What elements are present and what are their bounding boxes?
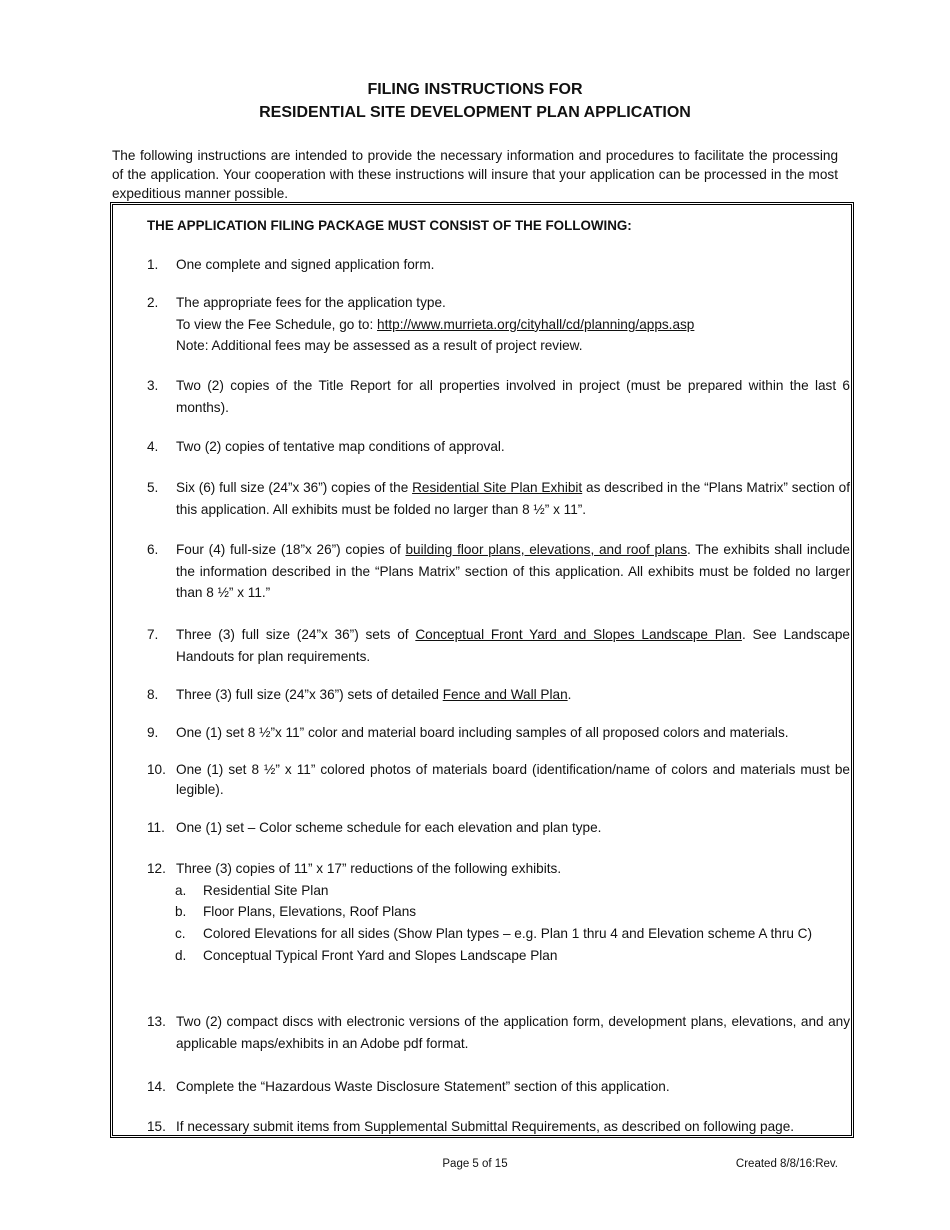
page-title bbox=[0, 78, 950, 124]
item-number: 10. bbox=[147, 762, 166, 777]
intro-paragraph: The following instructions are intended to provide the necessary information and procedures to facilitate the processing of the application. Your cooperation with these instructions will insure that your application can be processed in the most expeditious manner possible. bbox=[112, 148, 838, 201]
created-date: Created 8/8/16:Rev. bbox=[735, 1158, 838, 1170]
list-item bbox=[147, 1011, 850, 1054]
item-text: Six (6) full size (24”x 36”) copies of the bbox=[176, 480, 413, 495]
fee-schedule-link[interactable]: http://www.murrieta.org/cityhall/cd/planning/apps.asp bbox=[377, 316, 695, 332]
box-heading: THE APPLICATION FILING PACKAGE MUST CONSIST OF THE FOLLOWING: bbox=[147, 218, 632, 233]
item-text: . See Landscape Handouts for plan requirements. bbox=[176, 627, 850, 664]
item-number: 3. bbox=[147, 378, 159, 393]
sub-item-text: Residential Site Plan bbox=[203, 882, 329, 898]
page-number: Page 5 of 15 bbox=[442, 1158, 508, 1170]
item-number: 6. bbox=[147, 542, 159, 557]
item-text: Complete the “Hazardous Waste Disclosure Statement” section of this application. bbox=[176, 1079, 670, 1094]
building-plans-underlined: building floor plans, elevations, and roof plans bbox=[405, 542, 687, 557]
sub-item-letter: b. bbox=[175, 904, 187, 920]
list-item bbox=[147, 292, 850, 357]
list-item bbox=[147, 722, 850, 744]
list-item bbox=[147, 858, 850, 967]
list-item bbox=[147, 375, 850, 418]
list-item bbox=[147, 1076, 850, 1098]
item-text: Two (2) copies of tentative map conditions of approval. bbox=[176, 439, 505, 454]
list-item bbox=[147, 436, 850, 458]
item-text: One (1) set – Color scheme schedule for each elevation and plan type. bbox=[176, 820, 602, 835]
title-line-2: RESIDENTIAL SITE DEVELOPMENT PLAN APPLICATION bbox=[259, 104, 691, 121]
sub-list-item bbox=[147, 945, 850, 967]
item-text: . The exhibits shall include the information described in the “Plans Matrix” section of this application. All exhibits must be folded no larger than 8 ½” x 11.” bbox=[176, 542, 850, 601]
sub-item-text: Floor Plans, Elevations, Roof Plans bbox=[203, 904, 417, 920]
item-text: One complete and signed application form. bbox=[176, 257, 435, 272]
list-item bbox=[147, 477, 850, 520]
item-text: Two (2) copies of the Title Report for all properties involved in project (must be prepared within the last 6 months). bbox=[176, 378, 850, 415]
residential-site-plan-exhibit-link: Residential Site Plan Exhibit bbox=[412, 480, 583, 495]
item-number: 9. bbox=[147, 725, 159, 740]
item-note: Note: Additional fees may be assessed as a result of project review. bbox=[176, 338, 583, 354]
list-item bbox=[147, 254, 850, 276]
sub-list-item bbox=[147, 880, 850, 902]
item-text: Four (4) full-size (18”x 26”) copies of bbox=[176, 542, 406, 557]
item-number: 4. bbox=[147, 439, 159, 454]
item-number: 2. bbox=[147, 295, 159, 310]
sub-item-letter: c. bbox=[175, 926, 186, 942]
item-text: One (1) set 8 ½”x 11” color and material board including samples of all proposed colors and materials. bbox=[176, 725, 789, 740]
item-text: One (1) set 8 ½” x 11” colored photos of materials board (identification/name of colors and materials must be legible). bbox=[176, 762, 850, 797]
item-text: Three (3) copies of 11” x 17” reductions of the following exhibits. bbox=[176, 861, 562, 876]
item-text: Three (3) full size (24”x 36”) sets of detailed bbox=[176, 687, 443, 702]
sub-item-text: Colored Elevations for all sides (Show Plan types – e.g. Plan 1 thru 4 and Elevation scheme A thru C) bbox=[203, 926, 813, 942]
title-line-1: FILING INSTRUCTIONS FOR bbox=[367, 81, 583, 98]
item-number: 1. bbox=[147, 257, 159, 272]
item-text: The appropriate fees for the application type. bbox=[176, 295, 446, 310]
item-number: 8. bbox=[147, 687, 159, 702]
item-text: as described in the “Plans Matrix” section of this application. All exhibits must be folded no larger than 8 ½” x 11”. bbox=[176, 480, 850, 517]
item-number: 15. bbox=[147, 1119, 166, 1134]
landscape-plan-underlined: Conceptual Front Yard and Slopes Landscape Plan bbox=[415, 627, 742, 642]
item-text: Two (2) compact discs with electronic versions of the application form, development plans, elevations, and any applicable maps/exhibits in an Adobe pdf format. bbox=[176, 1014, 850, 1051]
list-item bbox=[147, 1116, 850, 1138]
list-item bbox=[147, 817, 850, 839]
sub-list-item bbox=[147, 923, 850, 945]
sub-list-item bbox=[147, 901, 850, 923]
list-item bbox=[147, 539, 850, 604]
item-number: 7. bbox=[147, 627, 159, 642]
item-text: If necessary submit items from Supplemental Submittal Requirements, as described on following page. bbox=[176, 1119, 795, 1134]
fence-wall-plan-underlined: Fence and Wall Plan bbox=[442, 687, 568, 702]
item-number: 14. bbox=[147, 1079, 166, 1094]
list-item bbox=[147, 624, 850, 667]
list-item bbox=[147, 760, 850, 800]
item-text: Three (3) full size (24”x 36”) sets of bbox=[176, 627, 416, 642]
list-item bbox=[147, 684, 850, 706]
item-text: . bbox=[567, 687, 572, 702]
item-number: 12. bbox=[147, 861, 166, 876]
sub-item-letter: a. bbox=[175, 882, 187, 898]
item-number: 11. bbox=[147, 820, 165, 835]
sub-item-text: Conceptual Typical Front Yard and Slopes Landscape Plan bbox=[203, 947, 558, 963]
fee-schedule-label: To view the Fee Schedule, go to: bbox=[176, 316, 378, 332]
sub-item-letter: d. bbox=[175, 947, 187, 963]
item-number: 5. bbox=[147, 480, 159, 495]
item-number: 13. bbox=[147, 1014, 166, 1029]
